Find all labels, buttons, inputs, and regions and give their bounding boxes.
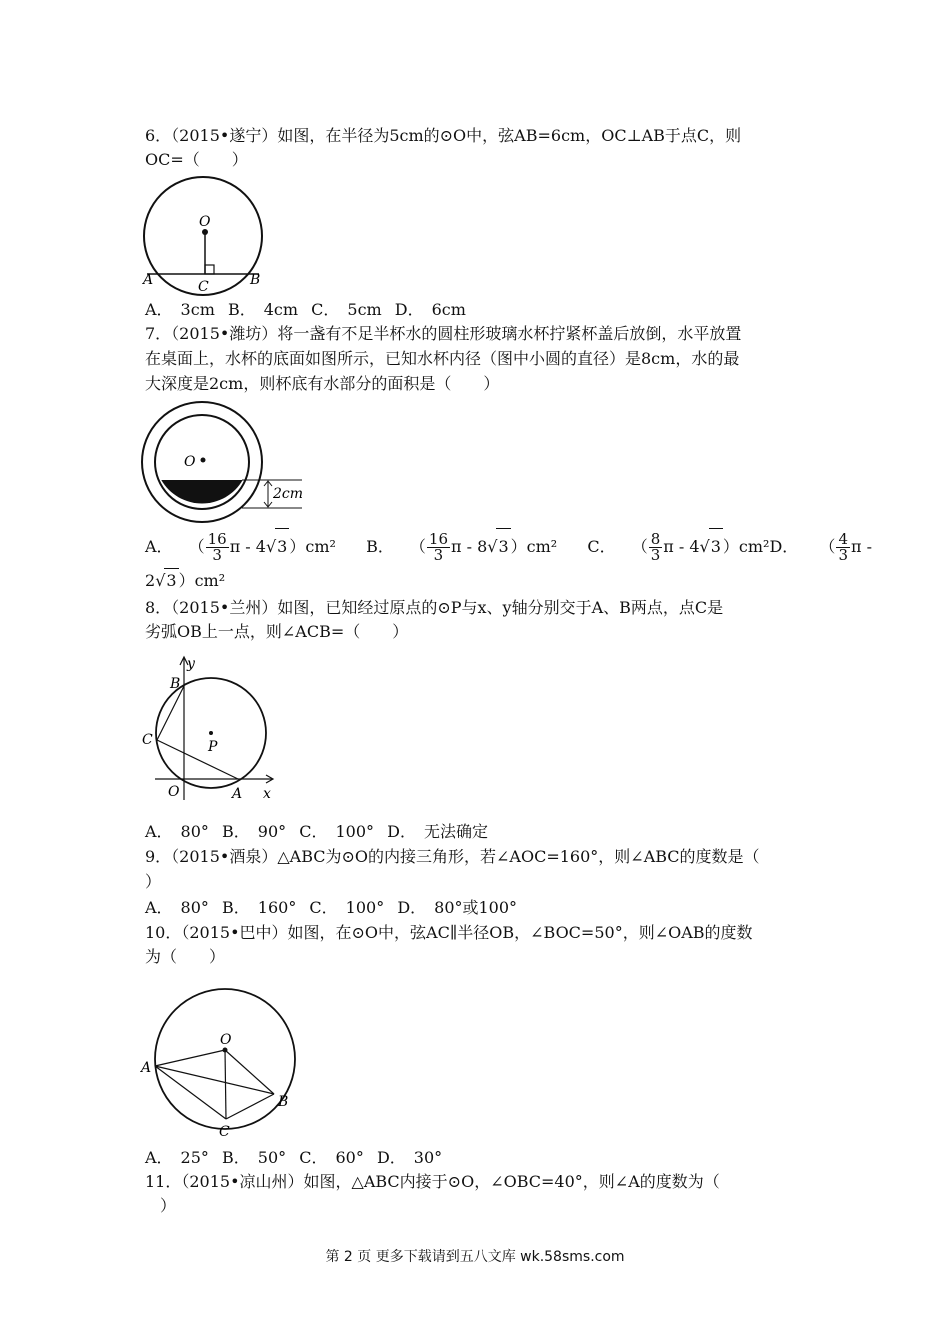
- q7-option-d-part1: （ $\frac{4}{3}$ π -: [819, 530, 872, 564]
- q6-option-c: C． 5cm: [311, 300, 382, 319]
- q6-option-d: D． 6cm: [394, 300, 466, 319]
- q8-label-b: B: [170, 676, 181, 692]
- q6-option-a: A． 3cm: [145, 300, 215, 319]
- q7-text-line2: 在桌面上，水杯的底面如图所示，已知水杯内径（图中小圆的直径）是8cm，水的最: [145, 349, 740, 368]
- page-footer: 第 2 页 更多下载请到五八文库 wk.58sms.com: [325, 1249, 625, 1265]
- q7-text-line3: 大深度是2cm，则杯底有水部分的面积是（ ）: [145, 374, 500, 393]
- q7-option-d-part2: 2√3 ）cm²: [145, 568, 225, 593]
- q9-option-b: B． 160°: [222, 898, 297, 917]
- q8-label-x: x: [263, 786, 271, 802]
- q7-option-a: A． （ $\frac{16}{3}$ π - 4√3 ）cm²: [145, 530, 336, 564]
- q6-option-b: B． 4cm: [227, 300, 299, 319]
- q10-option-b: B． 50°: [222, 1148, 287, 1167]
- q6-options: [145, 298, 466, 322]
- q9-option-d: D． 80°或100°: [397, 898, 518, 917]
- q9-option-a: A． 80°: [145, 898, 209, 917]
- q10-option-c: C． 60°: [299, 1148, 364, 1167]
- q10-label-a: A: [141, 1060, 152, 1076]
- q9-options: [145, 896, 517, 920]
- q10-figure: [140, 976, 305, 1145]
- q6-label-c: C: [198, 279, 209, 295]
- q8-option-d: D． 无法确定: [387, 822, 488, 841]
- q10-label-c: C: [219, 1124, 230, 1140]
- q8-label-a: A: [232, 786, 243, 802]
- q6-text-line1: 6．（2015•遂宁）如图，在半径为5cm的⊙O中，弦AB=6cm，OC⊥AB于点C，则: [145, 126, 742, 145]
- q7-option-b: B． （ $\frac{16}{3}$ π - 8√3 ）cm²: [366, 530, 558, 564]
- q8-text-line1: 8．（2015•兰州）如图，已知经过原点的⊙P与x、y轴分别交于A、B两点，点C是: [145, 598, 724, 617]
- q8-label-c: C: [142, 732, 153, 748]
- q10-text-line2: 为（ ）: [145, 947, 226, 966]
- q8-label-o: O: [168, 784, 180, 800]
- q10-option-d: D． 30°: [376, 1148, 443, 1167]
- q8-options: [145, 820, 488, 844]
- q7-label-depth: 2cm: [273, 486, 304, 502]
- q6-figure: [140, 174, 270, 300]
- q8-figure: [140, 652, 280, 808]
- q11-text-line1: 11．（2015•凉山州）如图，△ABC内接于⊙O，∠OBC=40°，则∠A的度数为（: [145, 1172, 720, 1191]
- q6-label-a: A: [143, 272, 154, 288]
- q9-option-c: C． 100°: [309, 898, 385, 917]
- q7-text-line1: 7．（2015•潍坊）将一盏有不足半杯水的圆柱形玻璃水杯拧紧杯盖后放倒，水平放置: [145, 324, 742, 343]
- q7-figure: [140, 400, 310, 529]
- q6-text-line2: OC=（ ）: [145, 150, 248, 169]
- q6-label-b: B: [250, 272, 261, 288]
- q9-text-line1: 9．（2015•酒泉）△ABC为⊙O的内接三角形，若∠AOC=160°，则∠ABC的度数是（: [145, 847, 760, 866]
- q8-option-c: C． 100°: [299, 822, 375, 841]
- q10-label-o: O: [220, 1032, 232, 1048]
- q9-text-line2: ）: [145, 872, 162, 891]
- q8-option-a: A． 80°: [145, 822, 209, 841]
- q8-option-b: B． 90°: [222, 822, 287, 841]
- q10-text-line1: 10．（2015•巴中）如图，在⊙O中，弦AC∥半径OB，∠BOC=50°，则∠OAB的度数: [145, 923, 753, 942]
- q8-label-y: y: [187, 656, 195, 672]
- q11-text-line2: ）: [160, 1196, 177, 1215]
- q10-option-a: A． 25°: [145, 1148, 209, 1167]
- q8-text-line2: 劣弧OB上一点，则∠ACB=（ ）: [145, 622, 409, 641]
- q6-label-o: O: [199, 214, 211, 230]
- q8-label-p: P: [208, 739, 218, 755]
- q7-label-o: O: [184, 454, 196, 470]
- q10-options: [145, 1146, 442, 1170]
- q10-label-b: B: [278, 1094, 289, 1110]
- q7-option-c: C． （ $\frac{8}{3}$ π - 4√3 ）cm²D．: [587, 530, 799, 564]
- q7-options: [145, 528, 872, 565]
